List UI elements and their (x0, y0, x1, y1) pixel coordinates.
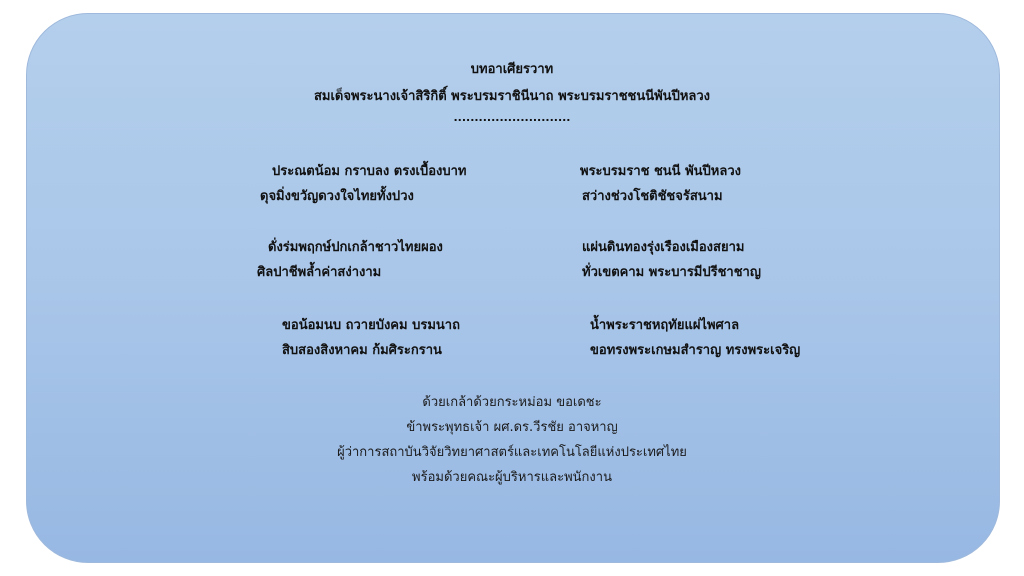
verse-3-right-line-2: ขอทรงพระเกษมสำราญ ทรงพระเจริญ (590, 343, 801, 358)
verse-2-left-line-2: ศิลปาชีพล้ำค่าสง่างาม (257, 265, 382, 280)
footer-line-2: ข้าพระพุทธเจ้า ผศ.ดร.วีรชัย อาจหาญ (406, 420, 618, 435)
poem-subtitle: สมเด็จพระนางเจ้าสิริกิติ์ พระบรมราชินีนาถ พระบรมราชชนนีพันปีหลวง (313, 89, 711, 104)
verse-2-right-line-2: ทั่วเขตคาม พระบารมีปรีชาชาญ (582, 265, 761, 280)
poem-title: บทอาเศียรวาท (470, 62, 554, 77)
verse-3-left-line-2: สิบสองสิงหาคม ก้มศิระกราน (282, 343, 442, 358)
verse-1-right-line-1: พระบรมราช ชนนี พันปีหลวง (580, 164, 741, 179)
dotted-divider: ............................ (453, 111, 571, 124)
footer-line-3: ผู้ว่าการสถาบันวิจัยวิทยาศาสตร์และเทคโนโลยีแห่งประเทศไทย (337, 445, 687, 460)
verse-1-left-line-2: ดุจมิ่งขวัญดวงใจไทยทั้งปวง (260, 189, 414, 204)
footer-line-4: พร้อมด้วยคณะผู้บริหารและพนักงาน (412, 470, 612, 485)
verse-1-right-line-2: สว่างช่วงโชติชัชจรัสนาม (582, 189, 723, 204)
verse-1-left-line-1: ประณตน้อม กราบลง ตรงเบื้องบาท (272, 164, 467, 179)
verse-2-left-line-1: ดั่งร่มพฤกษ์ปกเกล้าชาวไทยผอง (268, 240, 443, 255)
footer-line-1: ด้วยเกล้าด้วยกระหม่อม ขอเดชะ (422, 395, 602, 410)
verse-3-left-line-1: ขอน้อมนบ ถวายบังคม บรมนาถ (282, 318, 460, 333)
verse-3-right-line-1: น้ำพระราชหฤทัยแผ่ไพศาล (590, 318, 740, 333)
verse-2-right-line-1: แผ่นดินทองรุ่งเรืองเมืองสยาม (582, 240, 745, 255)
